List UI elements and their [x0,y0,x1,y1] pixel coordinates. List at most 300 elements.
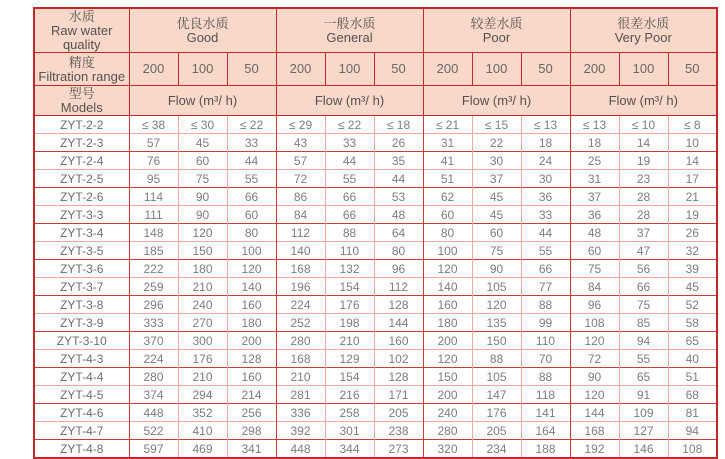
flow-value-cell: 118 [521,386,570,404]
flow-value-cell: 120 [570,332,619,350]
table-row [34,440,717,459]
flow-value-cell: 19 [619,152,668,170]
table-body [34,116,717,459]
flow-value-cell: 374 [129,386,178,404]
flow-value-cell: 66 [325,188,374,206]
flow-value-cell: 60 [570,242,619,260]
flow-value-cell: 96 [374,260,423,278]
filtration-value-cell [178,53,227,86]
flow-value-cell: 240 [178,296,227,314]
flow-value-cell: 154 [325,278,374,296]
flow-value-cell: 144 [374,314,423,332]
flow-value-cell: 280 [129,368,178,386]
flow-value-cell: 111 [129,206,178,224]
flow-value-cell: 205 [472,422,521,440]
flow-value-cell: 26 [668,224,717,242]
filtration-value: 50 [244,61,259,76]
model-cell: ZYT-4-8 [34,440,129,459]
flow-value-cell: 469 [178,440,227,459]
flow-value-cell: 281 [276,386,325,404]
flow-value-cell: 216 [325,386,374,404]
group-general-label-en: General [326,30,373,45]
flow-value-cell: 110 [521,332,570,350]
flow-value-cell: 10 [668,134,717,152]
flow-value-cell: 44 [374,170,423,188]
flow-value-cell: ≤ 15 [472,116,521,134]
flow-value-cell: 109 [619,404,668,422]
flow-value-cell: 300 [178,332,227,350]
flow-value-cell: 336 [276,404,325,422]
table-row [34,386,717,404]
flow-value-cell: 120 [423,350,472,368]
flow-value-cell: 180 [423,314,472,332]
flow-value-cell: ≤ 13 [570,116,619,134]
flow-value-cell: 72 [276,170,325,188]
flow-value-cell: 129 [325,350,374,368]
table-row [34,170,717,188]
flow-value-cell: 273 [374,440,423,459]
flow-value-cell: 36 [570,206,619,224]
table-row [34,296,717,314]
header-row-models [34,86,717,116]
flow-value-cell: 53 [374,188,423,206]
flow-value-cell: 25 [570,152,619,170]
flow-value-cell: 60 [423,206,472,224]
flow-value-cell: 65 [619,368,668,386]
flow-value-cell: 180 [227,314,276,332]
models-label-en: Models [60,100,103,115]
table-row [34,350,717,368]
flow-value-cell: 40 [668,350,717,368]
flow-value-cell: 154 [325,368,374,386]
water-quality-flow-table [33,7,718,459]
header-flow-good [129,86,276,116]
flow-value-cell: 39 [668,260,717,278]
flow-value-cell: 65 [668,332,717,350]
model-cell: ZYT-3-5 [34,242,129,260]
model-cell: ZYT-4-6 [34,404,129,422]
flow-value-cell: 23 [619,170,668,188]
flow-value-cell: ≤ 29 [276,116,325,134]
flow-value-cell: 128 [374,368,423,386]
flow-value-cell: 43 [276,134,325,152]
flow-value-cell: 240 [423,404,472,422]
flow-label: Flow (m³/ h) [608,92,678,108]
flow-value-cell: 44 [227,152,276,170]
flow-label: Flow (m³/ h) [461,92,532,108]
flow-value-cell: 64 [374,224,423,242]
header-flow-general [276,86,423,116]
flow-value-cell: 127 [619,422,668,440]
flow-value-cell: 17 [668,170,717,188]
flow-value-cell: 205 [374,404,423,422]
flow-value-cell: 132 [325,260,374,278]
flow-value-cell: 522 [129,422,178,440]
flow-value-cell: ≤ 8 [668,116,717,134]
flow-value-cell: 234 [472,440,521,459]
flow-value-cell: 90 [178,206,227,224]
flow-value-cell: 51 [668,368,717,386]
flow-value-cell: 37 [472,170,521,188]
table-row [34,278,717,296]
group-poor-label-en: Poor [482,30,511,45]
filtration-range-label-zh: 精度 [68,54,95,70]
flow-value-cell: ≤ 22 [325,116,374,134]
flow-value-cell: 96 [570,296,619,314]
flow-value-cell: 301 [325,422,374,440]
filtration-value: 200 [289,61,312,76]
table-row [34,206,717,224]
flow-value-cell: 45 [178,134,227,152]
flow-value-cell: 105 [472,278,521,296]
filtration-value: 200 [142,61,165,76]
flow-value-cell: 66 [619,278,668,296]
flow-value-cell: 28 [619,206,668,224]
raw-water-quality-label-zh: 水质 [68,9,95,24]
flow-value-cell: 36 [521,188,570,206]
flow-value-cell: 26 [374,134,423,152]
flow-value-cell: 108 [570,314,619,332]
flow-value-cell: 52 [668,296,717,314]
header-row-filtration-range [34,53,717,86]
header-flow-poor [423,86,570,116]
header-group-very-poor [570,8,717,53]
filtration-value-cell [374,53,423,86]
flow-value-cell: 22 [472,134,521,152]
flow-value-cell: 77 [521,278,570,296]
flow-value-cell: 18 [570,134,619,152]
flow-value-cell: 55 [227,170,276,188]
filtration-value: 200 [436,61,459,76]
flow-value-cell: ≤ 30 [178,116,227,134]
filtration-value-cell [521,53,570,86]
flow-value-cell: 60 [227,206,276,224]
flow-value-cell: 24 [521,152,570,170]
flow-value-cell: 146 [619,440,668,459]
table-header [34,8,717,116]
group-good-label-zh: 优良水质 [176,16,229,31]
flow-value-cell: 148 [129,224,178,242]
table-row [34,260,717,278]
flow-value-cell: 48 [570,224,619,242]
flow-value-cell: 192 [570,440,619,459]
table-row [34,332,717,350]
flow-value-cell: 19 [668,206,717,224]
flow-value-cell: 135 [472,314,521,332]
model-cell: ZYT-2-6 [34,188,129,206]
models-label-zh: 型号 [68,86,95,101]
model-cell: ZYT-3-6 [34,260,129,278]
flow-value-cell: 341 [227,440,276,459]
flow-value-cell: 66 [521,260,570,278]
flow-value-cell: 252 [276,314,325,332]
flow-value-cell: 120 [423,260,472,278]
raw-water-quality-label-en: Raw water quality [51,23,113,52]
flow-value-cell: 210 [178,278,227,296]
flow-value-cell: 120 [472,296,521,314]
flow-value-cell: 45 [472,188,521,206]
flow-value-cell: 196 [276,278,325,296]
flow-value-cell: 280 [423,422,472,440]
flow-value-cell: 258 [325,404,374,422]
header-group-poor [423,8,570,53]
flow-value-cell: 298 [227,422,276,440]
model-cell: ZYT-2-3 [34,134,129,152]
flow-value-cell: 296 [129,296,178,314]
flow-value-cell: 160 [227,368,276,386]
header-group-good [129,8,276,53]
flow-value-cell: 140 [276,242,325,260]
flow-value-cell: 60 [178,152,227,170]
flow-value-cell: 94 [619,332,668,350]
table-row [34,242,717,260]
flow-value-cell: 114 [129,188,178,206]
flow-value-cell: 448 [276,440,325,459]
model-cell: ZYT-4-4 [34,368,129,386]
flow-value-cell: 198 [325,314,374,332]
flow-value-cell: 55 [521,242,570,260]
table-row [34,134,717,152]
flow-label: Flow (m³/ h) [167,92,238,108]
flow-value-cell: 45 [472,206,521,224]
flow-value-cell: ≤ 13 [521,116,570,134]
flow-value-cell: ≤ 18 [374,116,423,134]
group-good-label-en: Good [186,30,219,45]
flow-value-cell: 256 [227,404,276,422]
flow-value-cell: 112 [276,224,325,242]
flow-value-cell: 14 [619,134,668,152]
flow-value-cell: 108 [668,440,717,459]
flow-value-cell: 168 [276,260,325,278]
flow-value-cell: 91 [619,386,668,404]
flow-value-cell: 185 [129,242,178,260]
filtration-value: 100 [191,61,214,76]
table-row [34,224,717,242]
flow-value-cell: 14 [668,152,717,170]
flow-value-cell: 88 [521,368,570,386]
flow-value-cell: 80 [227,224,276,242]
flow-value-cell: 210 [325,332,374,350]
flow-value-cell: 75 [472,242,521,260]
flow-value-cell: 31 [423,134,472,152]
flow-value-cell: 410 [178,422,227,440]
flow-value-cell: 21 [668,188,717,206]
flow-value-cell: 333 [129,314,178,332]
model-cell: ZYT-4-3 [34,350,129,368]
flow-value-cell: 370 [129,332,178,350]
filtration-value-cell [619,53,668,86]
flow-value-cell: 280 [276,332,325,350]
flow-value-cell: 210 [276,368,325,386]
flow-value-cell: 210 [178,368,227,386]
table-row [34,422,717,440]
flow-value-cell: 597 [129,440,178,459]
model-cell: ZYT-3-3 [34,206,129,224]
model-cell: ZYT-2-5 [34,170,129,188]
flow-value-cell: 102 [374,350,423,368]
flow-value-cell: 58 [668,314,717,332]
flow-value-cell: 37 [619,224,668,242]
flow-value-cell: 90 [570,368,619,386]
flow-value-cell: 448 [129,404,178,422]
flow-value-cell: 32 [668,242,717,260]
flow-value-cell: 214 [227,386,276,404]
flow-value-cell: 55 [325,170,374,188]
table-row [34,368,717,386]
flow-value-cell: 200 [423,332,472,350]
flow-value-cell: 86 [276,188,325,206]
flow-value-cell: 140 [227,278,276,296]
flow-value-cell: 160 [423,296,472,314]
flow-value-cell: 100 [423,242,472,260]
flow-value-cell: 294 [178,386,227,404]
flow-value-cell: 30 [521,170,570,188]
flow-value-cell: 95 [129,170,178,188]
flow-label: Flow (m³/ h) [314,92,385,108]
flow-value-cell: 60 [472,224,521,242]
flow-value-cell: 120 [178,224,227,242]
flow-value-cell: ≤ 21 [423,116,472,134]
flow-value-cell: ≤ 38 [129,116,178,134]
filtration-value-cell [276,53,325,86]
flow-value-cell: 120 [227,260,276,278]
flow-value-cell: 75 [570,260,619,278]
flow-value-cell: ≤ 10 [619,116,668,134]
flow-value-cell: 120 [570,386,619,404]
flow-value-cell: 200 [423,386,472,404]
filtration-value-cell [472,53,521,86]
flow-value-cell: 147 [472,386,521,404]
flow-value-cell: 70 [521,350,570,368]
flow-value-cell: 44 [325,152,374,170]
flow-value-cell: 56 [619,260,668,278]
flow-value-cell: 110 [325,242,374,260]
flow-value-cell: 144 [570,404,619,422]
flow-value-cell: 51 [423,170,472,188]
flow-value-cell: 180 [178,260,227,278]
filtration-value-cell [129,53,178,86]
flow-value-cell: 141 [521,404,570,422]
flow-value-cell: 37 [570,188,619,206]
flow-value-cell: 80 [374,242,423,260]
flow-value-cell: 84 [276,206,325,224]
flow-value-cell: 88 [472,350,521,368]
filtration-value: 50 [391,61,406,76]
flow-value-cell: 160 [227,296,276,314]
header-row-water-quality [34,8,717,53]
flow-value-cell: 88 [325,224,374,242]
flow-value-cell: 33 [227,134,276,152]
filtration-value-cell [325,53,374,86]
flow-value-cell: 75 [619,296,668,314]
flow-value-cell: 90 [178,188,227,206]
table-row [34,188,717,206]
filtration-value-cell [227,53,276,86]
model-cell: ZYT-4-5 [34,386,129,404]
flow-value-cell: 320 [423,440,472,459]
table-row [34,116,717,134]
flow-value-cell: 344 [325,440,374,459]
filtration-range-label-en: Filtration range [38,68,126,84]
flow-value-cell: 238 [374,422,423,440]
flow-value-cell: 168 [276,350,325,368]
flow-value-cell: 224 [276,296,325,314]
flow-value-cell: 392 [276,422,325,440]
header-raw-water-quality [34,8,129,53]
filtration-value: 100 [485,61,508,76]
model-cell: ZYT-3-10 [34,332,129,350]
flow-value-cell: 45 [668,278,717,296]
flow-value-cell: 28 [619,188,668,206]
filtration-value-cell [668,53,717,86]
table-row [34,314,717,332]
flow-value-cell: 176 [472,404,521,422]
flow-value-cell: 62 [423,188,472,206]
flow-value-cell: 259 [129,278,178,296]
model-cell: ZYT-2-2 [34,116,129,134]
model-cell: ZYT-3-9 [34,314,129,332]
flow-value-cell: 176 [178,350,227,368]
flow-value-cell: 188 [521,440,570,459]
model-cell: ZYT-3-7 [34,278,129,296]
group-very-poor-label-en: Very Poor [614,30,672,45]
table-row [34,152,717,170]
flow-value-cell: 100 [227,242,276,260]
flow-value-cell: 66 [325,206,374,224]
flow-value-cell: 33 [521,206,570,224]
flow-value-cell: 128 [374,296,423,314]
flow-value-cell: 57 [276,152,325,170]
filtration-value-cell [423,53,472,86]
flow-value-cell: 68 [668,386,717,404]
flow-value-cell: 176 [325,296,374,314]
filtration-value: 50 [538,61,553,76]
model-cell: ZYT-4-7 [34,422,129,440]
flow-value-cell: 18 [521,134,570,152]
flow-value-cell: 128 [227,350,276,368]
header-flow-very-poor [570,86,717,116]
flow-value-cell: 352 [178,404,227,422]
flow-value-cell: 222 [129,260,178,278]
flow-value-cell: 57 [129,134,178,152]
flow-value-cell: 140 [423,278,472,296]
header-filtration-range [34,53,129,86]
flow-value-cell: 80 [423,224,472,242]
filtration-value: 100 [338,61,361,76]
flow-value-cell: 72 [570,350,619,368]
flow-value-cell: 85 [619,314,668,332]
filtration-value: 200 [583,61,606,76]
flow-value-cell: 112 [374,278,423,296]
flow-value-cell: 224 [129,350,178,368]
filtration-value: 100 [632,61,655,76]
flow-value-cell: 81 [668,404,717,422]
flow-value-cell: 33 [325,134,374,152]
header-models [34,86,129,116]
header-group-general [276,8,423,53]
flow-value-cell: 31 [570,170,619,188]
flow-value-cell: 105 [472,368,521,386]
flow-value-cell: 30 [472,152,521,170]
flow-value-cell: 168 [570,422,619,440]
group-general-label-zh: 一般水质 [323,16,376,31]
model-cell: ZYT-3-4 [34,224,129,242]
model-cell: ZYT-3-8 [34,296,129,314]
flow-value-cell: 94 [668,422,717,440]
flow-value-cell: 41 [423,152,472,170]
flow-value-cell: 150 [472,332,521,350]
flow-value-cell: ≤ 22 [227,116,276,134]
